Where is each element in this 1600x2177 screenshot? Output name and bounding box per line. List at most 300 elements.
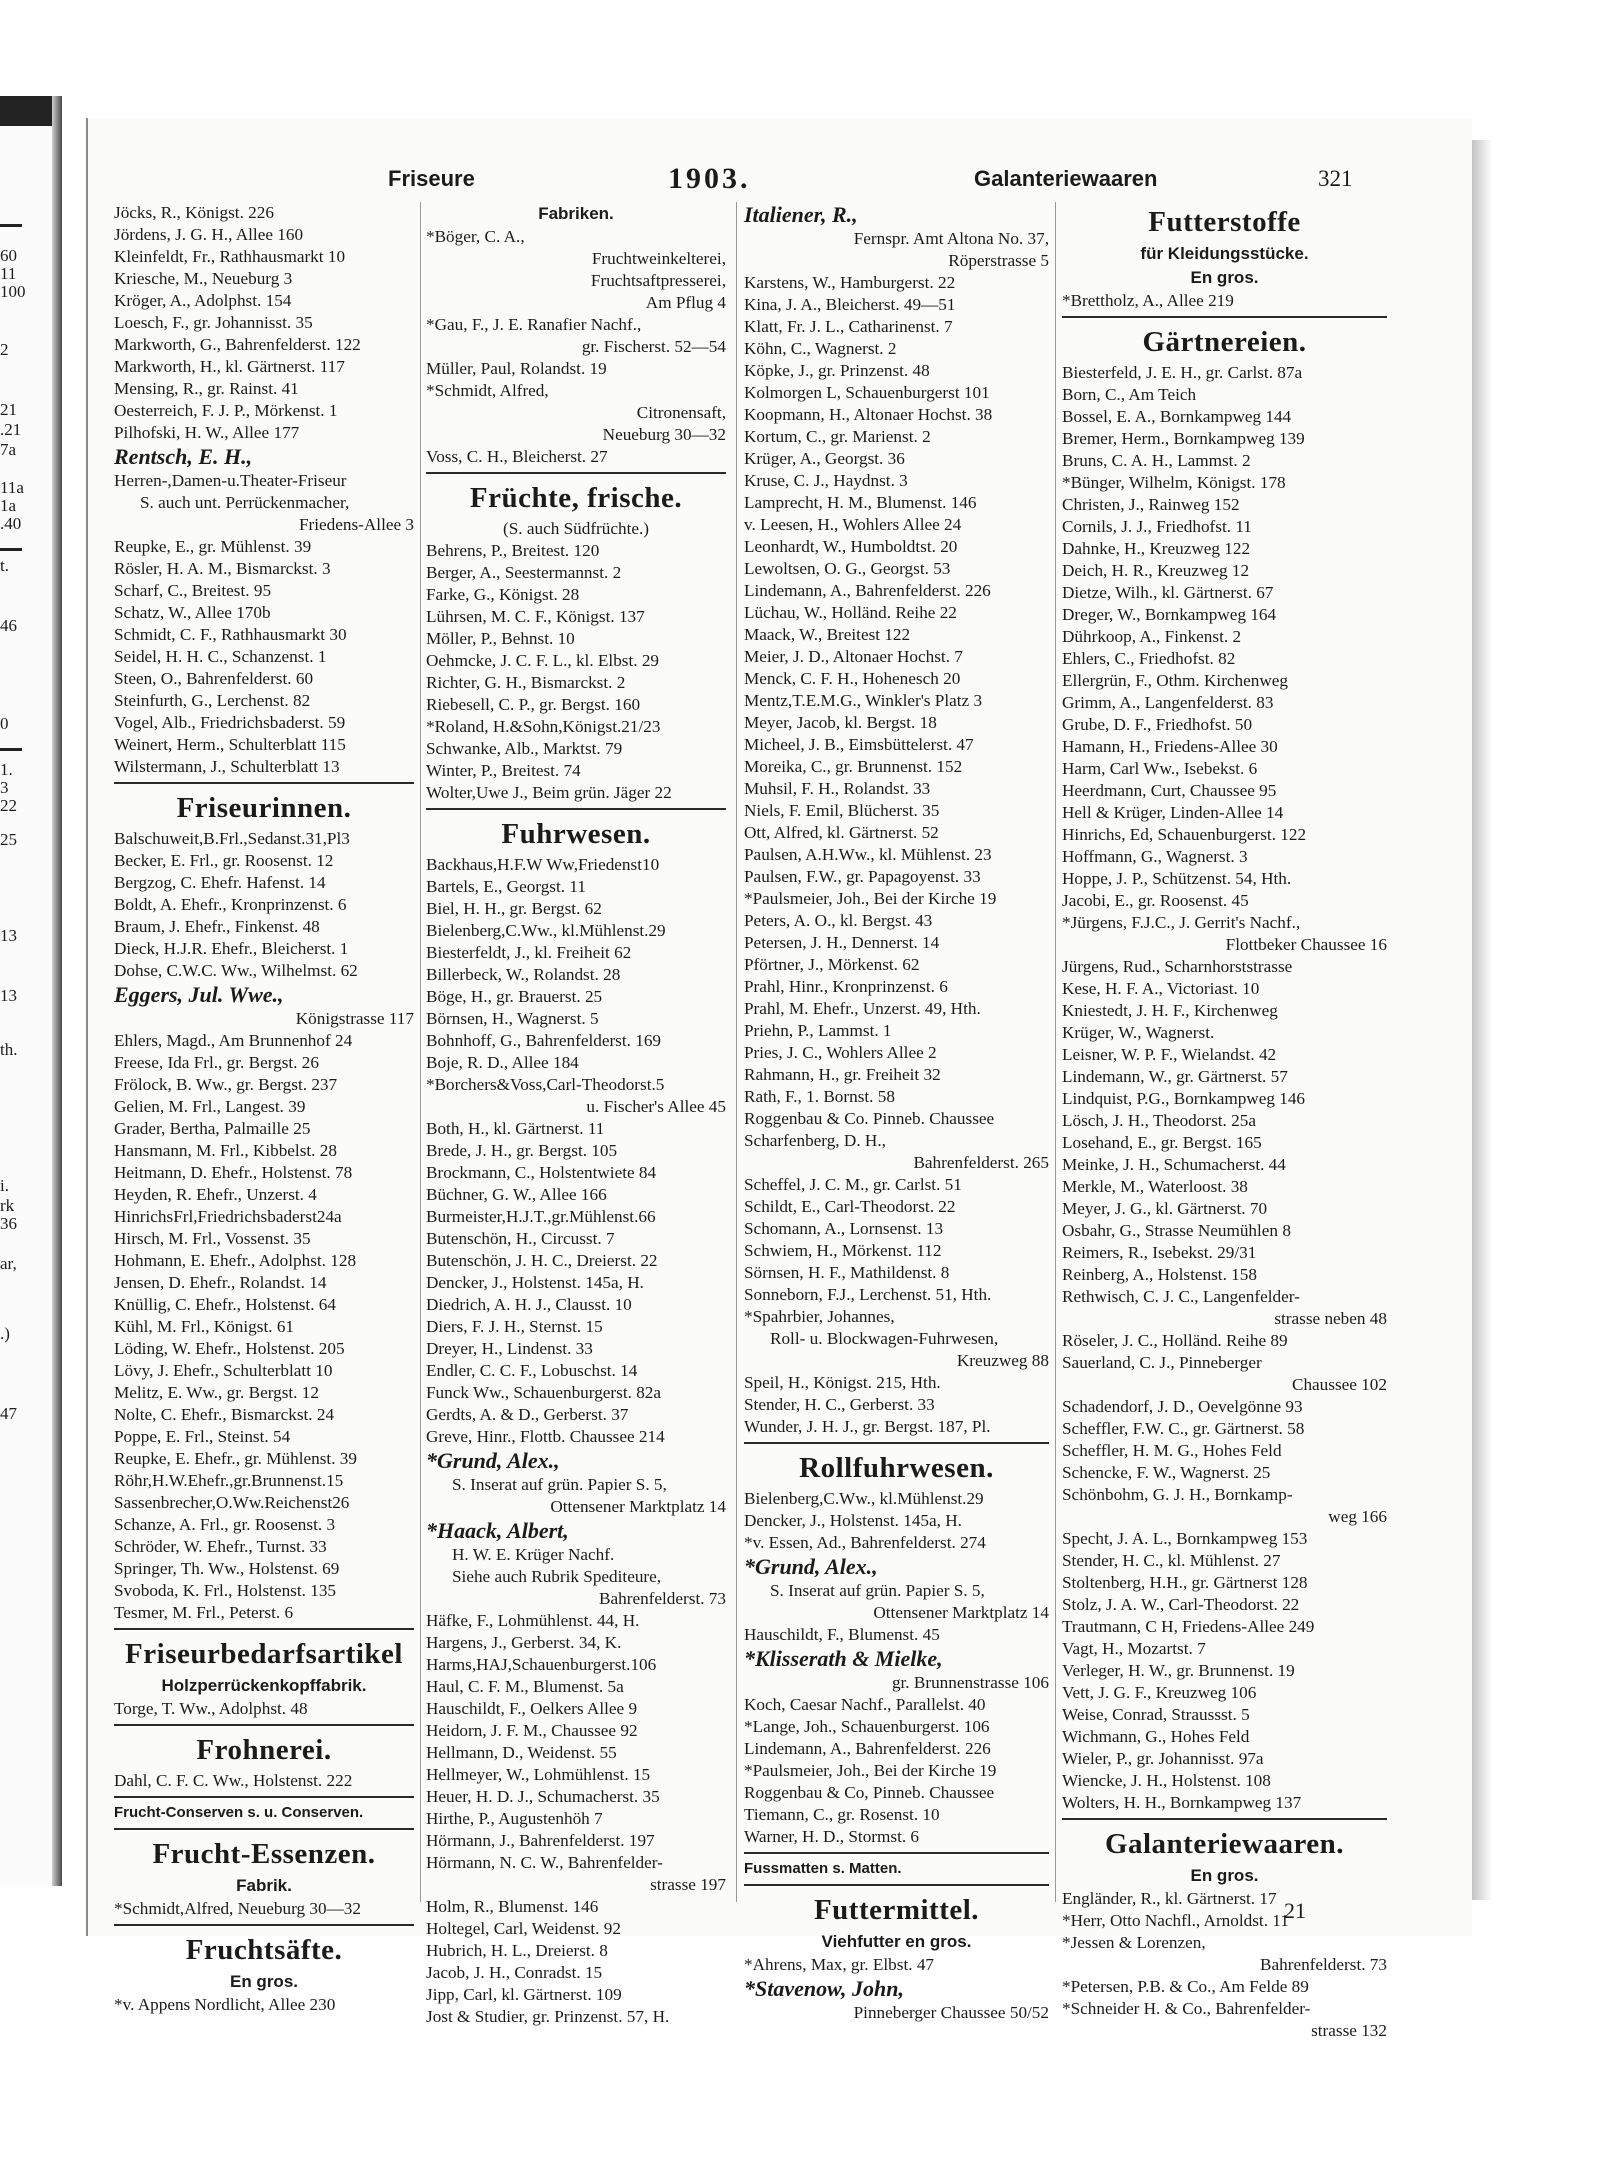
column-divider [1055,202,1056,1902]
directory-entry: Dahl, C. F. C. Ww., Holstenst. 222 [114,1771,353,1790]
directory-entry: Endler, C. C. F., Lobuschst. 14 [426,1361,638,1380]
directory-entry: Prahl, Hinr., Kronprinzenst. 6 [744,977,948,996]
directory-entry: Reupke, E. Ehefr., gr. Mühlenst. 39 [114,1449,357,1468]
directory-entry: Scharfenberg, D. H., [744,1131,886,1150]
directory-entry: Rösler, H. A. M., Bismarckst. 3 [114,559,331,578]
directory-entry: Lösch, J. H., Theodorst. 25a [1062,1111,1256,1130]
directory-entry: Jördens, J. G. H., Allee 160 [114,225,304,244]
directory-entry: Wunder, J. H. J., gr. Bergst. 187, Pl. [744,1417,991,1436]
directory-entry: Gelien, M. Frl., Langest. 39 [114,1097,306,1116]
directory-entry: Meinke, J. H., Schumacherst. 44 [1062,1155,1286,1174]
directory-entry: *Herr, Otto Nachfl., Arnoldst. 11 [1062,1911,1289,1930]
directory-entry: Jensen, D. Ehefr., Rolandst. 14 [114,1273,327,1292]
column-divider [420,202,421,1902]
directory-entry: Meier, J. D., Altonaer Hochst. 7 [744,647,963,666]
directory-entry: Köpke, J., gr. Prinzenst. 48 [744,361,930,380]
directory-entry: Menck, C. F. H., Hohenesch 20 [744,669,961,688]
column-1 [114,202,414,2014]
directory-entry: Jürgens, Rud., Scharnhorststrasse [1062,957,1293,976]
directory-entry: Schönbohm, G. J. H., Bornkamp- [1062,1485,1293,1504]
directory-entry: Richter, G. H., Bismarckst. 2 [426,673,626,692]
directory-entry: Biel, H. H., gr. Bergst. 62 [426,899,602,918]
directory-entry: Mensing, R., gr. Rainst. 41 [114,379,299,398]
directory-entry: Wichmann, G., Hohes Feld [1062,1727,1250,1746]
directory-entry: Scheffler, H. M. G., Hohes Feld [1062,1441,1282,1460]
featured-entry: *Stavenow, John, [744,1976,904,2001]
directory-entry: Büchner, G. W., Allee 166 [426,1185,607,1204]
directory-entry: Brede, J. H., gr. Bergst. 105 [426,1141,618,1160]
entry-note: H. W. E. Krüger Nachf. [452,1545,615,1564]
cross-reference: Frucht-Conserven s. u. Conserven. [114,1804,364,1821]
entry-continuation: Neueburg 30—32 [602,425,726,444]
directory-entry: Rath, F., 1. Bornst. 58 [744,1087,895,1106]
directory-entry: Balschuweit,B.Frl.,Sedanst.31,Pl3 [114,829,350,848]
directory-entry: Dencker, J., Holstenst. 145a, H. [744,1511,962,1530]
section-heading: Fruchtsäfte. [185,1934,343,1966]
directory-entry: Boldt, A. Ehefr., Kronprinzenst. 6 [114,895,347,914]
directory-entry: Hohmann, E. Ehefr., Adolphst. 128 [114,1251,357,1270]
facing-page-fragment: rk [0,1196,15,1215]
directory-entry: Kese, H. F. A., Victoriast. 10 [1062,979,1260,998]
section-subheading: En gros. [229,1972,298,1991]
directory-entry: Lührsen, M. C. F., Königst. 137 [426,607,645,626]
directory-entry: Schomann, A., Lornsenst. 13 [744,1219,944,1238]
directory-entry: Hörmann, J., Bahrenfelderst. 197 [426,1831,655,1850]
featured-entry: Eggers, Jul. Wwe., [114,982,284,1007]
section-heading: Gärtnereien. [1142,326,1307,358]
directory-entry: Sonneborn, F.J., Lerchenst. 51, Hth. [744,1285,992,1304]
directory-entry: Micheel, J. B., Eimsbüttelerst. 47 [744,735,974,754]
directory-entry: *Bünger, Wilhelm, Königst. 178 [1062,473,1286,492]
directory-entry: *Gau, F., J. E. Ranafier Nachf., [426,315,642,334]
section-rule [0,548,22,551]
directory-entry: Born, C., Am Teich [1062,385,1197,404]
directory-entry: Hauschildt, F., Oelkers Allee 9 [426,1699,638,1718]
directory-entry: Wolters, H. H., Bornkampweg 137 [1062,1793,1302,1812]
directory-entry: Schencke, F. W., Wagnerst. 25 [1062,1463,1271,1482]
directory-entry: Grube, D. F., Friedhofst. 50 [1062,715,1253,734]
facing-page-fragment: 13 [0,926,17,945]
directory-entry: Verleger, H. W., gr. Brunnenst. 19 [1062,1661,1295,1680]
entry-continuation: gr. Brunnenstrasse 106 [891,1673,1049,1692]
directory-entry: Pförtner, J., Mörkenst. 62 [744,955,920,974]
page-shadow [1470,140,1492,1900]
entry-note: S. Inserat auf grün. Papier S. 5, [452,1475,667,1494]
entry-continuation: Am Pflug 4 [645,293,726,312]
facing-page-fragment: 60 [0,246,17,265]
directory-entry: Bruns, C. A. H., Lammst. 2 [1062,451,1251,470]
directory-entry: Lewoltsen, O. G., Georgst. 53 [744,559,951,578]
directory-entry: Bielenberg,C.Ww., kl.Mühlenst.29 [426,921,666,940]
directory-entry: Markworth, G., Bahrenfelderst. 122 [114,335,361,354]
directory-entry: *Jürgens, F.J.C., J. Gerrit's Nachf., [1062,913,1301,932]
directory-entry: Löding, W. Ehefr., Holstenst. 205 [114,1339,345,1358]
directory-entry: Jipp, Carl, kl. Gärtnerst. 109 [426,1985,622,2004]
directory-entry: Engländer, R., kl. Gärtnerst. 17 [1062,1889,1277,1908]
directory-entry: Müller, Paul, Rolandst. 19 [426,359,607,378]
directory-entry: Wolter,Uwe J., Beim grün. Jäger 22 [426,783,672,802]
directory-entry: Lindemann, A., Bahrenfelderst. 226 [744,581,991,600]
directory-entry: *Schneider H. & Co., Bahrenfelder- [1062,1999,1311,2018]
facing-page-fragment: 21 [0,400,17,419]
directory-entry: Dohse, C.W.C. Ww., Wilhelmst. 62 [114,961,358,980]
directory-entry: Schwanke, Alb., Marktst. 79 [426,739,623,758]
section-rule [114,782,414,784]
section-rule [744,1852,1049,1854]
section-rule [0,224,22,227]
section-heading: Frucht-Essenzen. [152,1838,376,1870]
directory-entry: Kriesche, M., Neueburg 3 [114,269,293,288]
directory-entry: *Paulsmeier, Joh., Bei der Kirche 19 [744,889,997,908]
facing-page-fragment: 2 [0,340,9,359]
directory-entry: Dreyer, H., Lindenst. 33 [426,1339,593,1358]
facing-page-fragment: t. [0,556,9,575]
directory-entry: Steinfurth, G., Lerchenst. 82 [114,691,311,710]
directory-entry: Deich, H. R., Kreuzweg 12 [1062,561,1250,580]
entry-continuation: Bahrenfelderst. 73 [599,1589,726,1608]
directory-entry: Meyer, Jacob, kl. Bergst. 18 [744,713,937,732]
directory-entry: Speil, H., Königst. 215, Hth. [744,1373,941,1392]
directory-entry: Voss, C. H., Bleicherst. 27 [426,447,608,466]
directory-entry: Ehlers, C., Friedhofst. 82 [1062,649,1236,668]
facing-page-fragment: 25 [0,830,17,849]
entry-continuation: Flottbeker Chaussee 16 [1225,935,1387,954]
directory-entry: Harm, Carl Ww., Isebekst. 6 [1062,759,1258,778]
entry-continuation: strasse 132 [1311,2021,1387,2040]
directory-entry: Stolz, J. A. W., Carl-Theodorst. 22 [1062,1595,1300,1614]
directory-entry: Billerbeck, W., Rolandst. 28 [426,965,621,984]
facing-page-fragment: 100 [0,282,26,301]
directory-entry: Hargens, J., Gerberst. 34, K. [426,1633,622,1652]
entry-continuation: u. Fischer's Allee 45 [586,1097,726,1116]
directory-entry: Kröger, A., Adolphst. 154 [114,291,292,310]
directory-entry: Reinberg, A., Holstenst. 158 [1062,1265,1257,1284]
directory-entry: Karstens, W., Hamburgerst. 22 [744,273,956,292]
entry-continuation: Ottensener Marktplatz 14 [550,1497,726,1516]
section-subheading: Holzperrückenkopffabrik. [161,1676,367,1695]
directory-entry: Osbahr, G., Strasse Neumühlen 8 [1062,1221,1291,1240]
directory-entry: Herren-,Damen-u.Theater-Friseur [114,471,347,490]
facing-page-fragment: 47 [0,1404,17,1423]
facing-page-fragment: 3 [0,778,9,797]
directory-entry: Klatt, Fr. J. L., Catharinenst. 7 [744,317,953,336]
directory-entry: Kina, J. A., Bleicherst. 49—51 [744,295,956,314]
directory-entry: Hörmann, N. C. W., Bahrenfelder- [426,1853,663,1872]
header-section-right: Galanteriewaaren [974,166,1158,191]
section-heading: Friseurinnen. [176,792,352,824]
directory-entry: Bergzog, C. Ehefr. Hafenst. 14 [114,873,326,892]
directory-page [86,118,1472,2040]
directory-entry: Holtegel, Carl, Weidenst. 92 [426,1919,621,1938]
directory-entry: Winter, P., Breitest. 74 [426,761,581,780]
directory-entry: Reupke, E., gr. Mühlenst. 39 [114,537,312,556]
entry-continuation: strasse neben 48 [1274,1309,1387,1328]
directory-entry: Rethwisch, C. J. C., Langenfelder- [1062,1287,1300,1306]
directory-entry: Farke, G., Königst. 28 [426,585,580,604]
section-rule [114,1628,414,1630]
directory-entry: Merkle, M., Waterloost. 38 [1062,1177,1248,1196]
directory-entry: Schwiem, H., Mörkenst. 112 [744,1241,942,1260]
directory-entry: Hoppe, J. P., Schützenst. 54, Hth. [1062,869,1292,888]
section-heading: Friseurbedarfsartikel [125,1638,403,1670]
directory-entry: Bohnhoff, G., Bahrenfelderst. 169 [426,1031,662,1050]
section-rule [114,1724,414,1726]
directory-entry: Berger, A., Seestermannst. 2 [426,563,622,582]
directory-entry: Scheffler, F.W. C., gr. Gärtnerst. 58 [1062,1419,1305,1438]
previous-page-edge [0,96,62,1886]
entry-note: Roll- u. Blockwagen-Fuhrwesen, [770,1329,999,1348]
directory-entry: Bossel, E. A., Bornkampweg 144 [1062,407,1292,426]
directory-entry: Lamprecht, H. M., Blumenst. 146 [744,493,977,512]
directory-entry: Böge, H., gr. Brauerst. 25 [426,987,603,1006]
header-year: 1903. [668,162,751,195]
directory-entry: Svoboda, K. Frl., Holstenst. 135 [114,1581,337,1600]
directory-entry: Hellmeyer, W., Lohmühlenst. 15 [426,1765,651,1784]
entry-continuation: Bahrenfelderst. 265 [913,1153,1049,1172]
directory-entry: Burmeister,H.J.T.,gr.Mühlenst.66 [426,1207,656,1226]
page-header [88,162,1472,206]
directory-entry: Lüchau, W., Holländ. Reihe 22 [744,603,957,622]
directory-entry: Mentz,T.E.M.G., Winkler's Platz 3 [744,691,983,710]
directory-entry: Dietze, Wilh., kl. Gärtnerst. 67 [1062,583,1274,602]
page-number: 321 [1318,166,1353,191]
directory-entry: Markworth, H., kl. Gärtnerst. 117 [114,357,345,376]
sheet-signature: 21 [1284,1898,1306,1923]
directory-entry: Peters, A. O., kl. Bergst. 43 [744,911,933,930]
directory-entry: Brockmann, C., Holstentwiete 84 [426,1163,657,1182]
directory-entry: *Ahrens, Max, gr. Elbst. 47 [744,1955,935,1974]
directory-entry: *Lange, Joh., Schauenburgerst. 106 [744,1717,990,1736]
directory-entry: Funck Ww., Schauenburgerst. 82a [426,1383,662,1402]
directory-entry: HinrichsFrl,Friedrichsbaderst24a [114,1207,342,1226]
facing-page-fragment: 11 [0,264,17,283]
directory-entry: Butenschön, J. H. C., Dreierst. 22 [426,1251,658,1270]
directory-entry: Specht, J. A. L., Bornkampweg 153 [1062,1529,1308,1548]
facing-page-fragment: .40 [0,514,22,533]
facing-page-fragment: 1a [0,496,17,515]
directory-entry: Bartels, E., Georgst. 11 [426,877,586,896]
directory-entry: Jacobi, E., gr. Roosenst. 45 [1062,891,1249,910]
directory-entry: *Böger, C. A., [426,227,525,246]
directory-entry: Oehmcke, J. C. F. L., kl. Elbst. 29 [426,651,660,670]
directory-entry: Springer, Th. Ww., Holstenst. 69 [114,1559,340,1578]
directory-entry: Weise, Conrad, Straussst. 5 [1062,1705,1250,1724]
facing-page-fragment: th. [0,1040,18,1059]
cross-reference: Fussmatten s. Matten. [744,1860,902,1877]
directory-entry: Tiemann, C., gr. Rosenst. 10 [744,1805,940,1824]
entry-continuation: weg 166 [1328,1507,1387,1526]
featured-entry: *Klisserath & Mielke, [744,1646,943,1671]
directory-entry: Greve, Hinr., Flottb. Chaussee 214 [426,1427,665,1446]
directory-entry: Niels, F. Emil, Blücherst. 35 [744,801,940,820]
directory-entry: Wilstermann, J., Schulterblatt 13 [114,757,340,776]
section-rule [426,808,726,810]
directory-entry: Roggenbau & Co, Pinneb. Chaussee [744,1783,995,1802]
directory-entry: Hansmann, M. Frl., Kibbelst. 28 [114,1141,337,1160]
directory-entry: Heidorn, J. F. M., Chaussee 92 [426,1721,638,1740]
section-subheading: für Kleidungsstücke. [1140,244,1309,263]
directory-entry: Butenschön, H., Circusst. 7 [426,1229,615,1248]
directory-columns [114,202,1454,2040]
entry-note: (S. auch Südfrüchte.) [502,519,650,538]
directory-entry: Weinert, Herm., Schulterblatt 115 [114,735,346,754]
directory-entry: Kortum, C., gr. Marienst. 2 [744,427,931,446]
section-heading: Futtermittel. [813,1894,980,1926]
directory-entry: Diedrich, A. H. J., Clausst. 10 [426,1295,632,1314]
directory-entry: Becker, E. Frl., gr. Roosenst. 12 [114,851,334,870]
directory-entry: Ehlers, Magd., Am Brunnenhof 24 [114,1031,353,1050]
directory-entry: Hauschildt, F., Blumenst. 45 [744,1625,940,1644]
section-subheading: Viehfutter en gros. [821,1932,972,1951]
directory-entry: Röhr,H.W.Ehefr.,gr.Brunnenst.15 [114,1471,344,1490]
section-subheading: En gros. [1190,1866,1259,1885]
page-gutter [52,96,62,1886]
directory-entry: Lövy, J. Ehefr., Schulterblatt 10 [114,1361,333,1380]
directory-entry: Moreika, C., gr. Brunnenst. 152 [744,757,963,776]
directory-entry: Dieck, H.J.R. Ehefr., Bleicherst. 1 [114,939,349,958]
directory-entry: Dreger, W., Bornkampweg 164 [1062,605,1277,624]
entry-note: S. auch unt. Perrückenmacher, [140,493,350,512]
directory-entry: Vett, J. G. F., Kreuzweg 106 [1062,1683,1257,1702]
directory-entry: Heuer, H. D. J., Schumacherst. 35 [426,1787,660,1806]
section-rule [0,748,22,751]
directory-entry: Seidel, H. H. C., Schanzenst. 1 [114,647,327,666]
directory-entry: *Brettholz, A., Allee 219 [1062,291,1234,310]
column-divider [736,202,737,1902]
facing-page-fragment: 36 [0,1214,17,1233]
directory-entry: Biesterfeld, J. E. H., gr. Carlst. 87a [1062,363,1303,382]
directory-entry: Hellmann, D., Weidenst. 55 [426,1743,617,1762]
directory-entry: *Borchers&Voss,Carl-Theodorst.5 [426,1075,665,1094]
featured-entry: *Grund, Alex., [426,1448,560,1473]
directory-entry: Grader, Bertha, Palmaille 25 [114,1119,311,1138]
directory-entry: Cornils, J. J., Friedhofst. 11 [1062,517,1252,536]
column-3 [744,202,1049,2022]
directory-entry: Sassenbrecher,O.Ww.Reichenst26 [114,1493,350,1512]
directory-entry: Meyer, J. G., kl. Gärtnerst. 70 [1062,1199,1268,1218]
section-rule [744,1442,1049,1444]
directory-entry: Backhaus,H.F.W Ww,Friedenst10 [426,855,660,874]
directory-entry: *v. Appens Nordlicht, Allee 230 [114,1995,336,2014]
directory-entry: Sörnsen, H. F., Mathildenst. 8 [744,1263,950,1282]
directory-entry: Stoltenberg, H.H., gr. Gärtnerst 128 [1062,1573,1308,1592]
directory-entry: Riebesell, C. P., gr. Bergst. 160 [426,695,641,714]
facing-page-fragment: 0 [0,714,9,733]
column-2 [426,202,726,2026]
directory-entry: Krüger, A., Georgst. 36 [744,449,905,468]
facing-page-fragment: ar, [0,1254,17,1273]
directory-entry: Holm, R., Blumenst. 146 [426,1897,599,1916]
directory-entry: Vagt, H., Mozartst. 7 [1062,1639,1206,1658]
directory-entry: Heerdmann, Curt, Chaussee 95 [1062,781,1277,800]
facing-page-fragment: 7a [0,440,17,459]
directory-entry: *Schmidt,Alfred, Neueburg 30—32 [114,1899,361,1918]
directory-entry: Schildt, E., Carl-Theodorst. 22 [744,1197,956,1216]
directory-entry: Prahl, M. Ehefr., Unzerst. 49, Hth. [744,999,981,1018]
section-rule [1062,316,1387,318]
directory-entry: Bielenberg,C.Ww., kl.Mühlenst.29 [744,1489,984,1508]
directory-entry: Jost & Studier, gr. Prinzenst. 57, H. [426,2007,670,2026]
directory-entry: Leonhardt, W., Humboldtst. 20 [744,537,958,556]
directory-entry: *v. Essen, Ad., Bahrenfelderst. 274 [744,1533,986,1552]
directory-entry: Petersen, J. H., Dennerst. 14 [744,933,940,952]
directory-entry: Lindemann, W., gr. Gärtnerst. 57 [1062,1067,1288,1086]
directory-entry: Behrens, P., Breitest. 120 [426,541,600,560]
section-heading: Rollfuhrwesen. [799,1452,994,1484]
directory-entry: Haul, C. F. M., Blumenst. 5a [426,1677,624,1696]
section-subheading: Fabrik. [236,1876,292,1895]
directory-entry: Freese, Ida Frl., gr. Bergst. 26 [114,1053,319,1072]
facing-page-fragment: 22 [0,796,17,815]
entry-continuation: Ottensener Marktplatz 14 [873,1603,1049,1622]
directory-entry: Harms,HAJ,Schauenburgerst.106 [426,1655,657,1674]
facing-page-fragment: .) [0,1324,10,1343]
directory-entry: Scharf, C., Breitest. 95 [114,581,272,600]
directory-entry: Dencker, J., Holstenst. 145a, H. [426,1273,644,1292]
directory-entry: Möller, P., Behnst. 10 [426,629,575,648]
featured-entry: Italiener, R., [744,202,858,227]
directory-entry: Warner, H. D., Stormst. 6 [744,1827,920,1846]
directory-entry: Muhsil, F. H., Rolandst. 33 [744,779,931,798]
directory-entry: v. Leesen, H., Wohlers Allee 24 [744,515,962,534]
entry-continuation: Fruchtsaftpresserei, [590,271,726,290]
directory-entry: Maack, W., Breitest 122 [744,625,911,644]
featured-entry: Rentsch, E. H., [114,444,253,469]
entry-continuation: Kreuzweg 88 [956,1351,1049,1370]
directory-entry: Dahnke, H., Kreuzweg 122 [1062,539,1251,558]
directory-entry: Frölock, B. Ww., gr. Bergst. 237 [114,1075,338,1094]
directory-entry: Koopmann, H., Altonaer Hochst. 38 [744,405,993,424]
entry-note: Siehe auch Rubrik Spediteure, [452,1567,662,1586]
directory-entry: Ellergrün, F., Othm. Kirchenweg [1062,671,1288,690]
directory-entry: Kolmorgen L, Schauenburgerst 101 [744,383,990,402]
entry-continuation: Fruchtweinkelterei, [591,249,726,268]
directory-entry: Hamann, H., Friedens-Allee 30 [1062,737,1278,756]
directory-entry: Knüllig, C. Ehefr., Holstenst. 64 [114,1295,336,1314]
column-4 [1062,202,1387,2040]
directory-entry: Loesch, F., gr. Johannisst. 35 [114,313,313,332]
facing-page-fragment: 1. [0,760,13,779]
directory-entry: Schadendorf, J. D., Oevelgönne 93 [1062,1397,1303,1416]
directory-entry: Diers, F. J. H., Sternst. 15 [426,1317,603,1336]
directory-entry: Nolte, C. Ehefr., Bismarckst. 24 [114,1405,335,1424]
directory-entry: *Paulsmeier, Joh., Bei der Kirche 19 [744,1761,997,1780]
directory-entry: Vogel, Alb., Friedrichsbaderst. 59 [114,713,346,732]
directory-entry: Trautmann, C H, Friedens-Allee 249 [1062,1617,1315,1636]
directory-entry: Christen, J., Rainweg 152 [1062,495,1240,514]
directory-entry: Jacob, J. H., Conradst. 15 [426,1963,603,1982]
directory-entry: Krüger, W., Wagnerst. [1062,1023,1215,1042]
directory-entry: Kühl, M. Frl., Königst. 61 [114,1317,295,1336]
section-rule [1062,1818,1387,1820]
entry-note: S. Inserat auf grün. Papier S. 5, [770,1581,985,1600]
directory-entry: Heitmann, D. Ehefr., Holstenst. 78 [114,1163,353,1182]
section-heading: Futterstoffe [1148,206,1301,238]
section-heading: Frohnerei. [196,1734,332,1766]
directory-entry: Dührkoop, A., Finkenst. 2 [1062,627,1242,646]
directory-entry: Hirsch, M. Frl., Vossenst. 35 [114,1229,311,1248]
directory-entry: Kleinfeldt, Fr., Rathhausmarkt 10 [114,247,346,266]
entry-continuation: Königstrasse 117 [295,1009,414,1028]
directory-entry: Scheffel, J. C. M., gr. Carlst. 51 [744,1175,962,1194]
directory-entry: Melitz, E. Ww., gr. Bergst. 12 [114,1383,319,1402]
directory-entry: Jöcks, R., Königst. 226 [114,203,274,222]
directory-entry: Hoffmann, G., Wagnerst. 3 [1062,847,1248,866]
directory-entry: Pries, J. C., Wohlers Allee 2 [744,1043,937,1062]
section-rule [114,1828,414,1830]
directory-entry: Bremer, Herm., Bornkampweg 139 [1062,429,1305,448]
directory-entry: Hirthe, P., Augustenhöh 7 [426,1809,603,1828]
